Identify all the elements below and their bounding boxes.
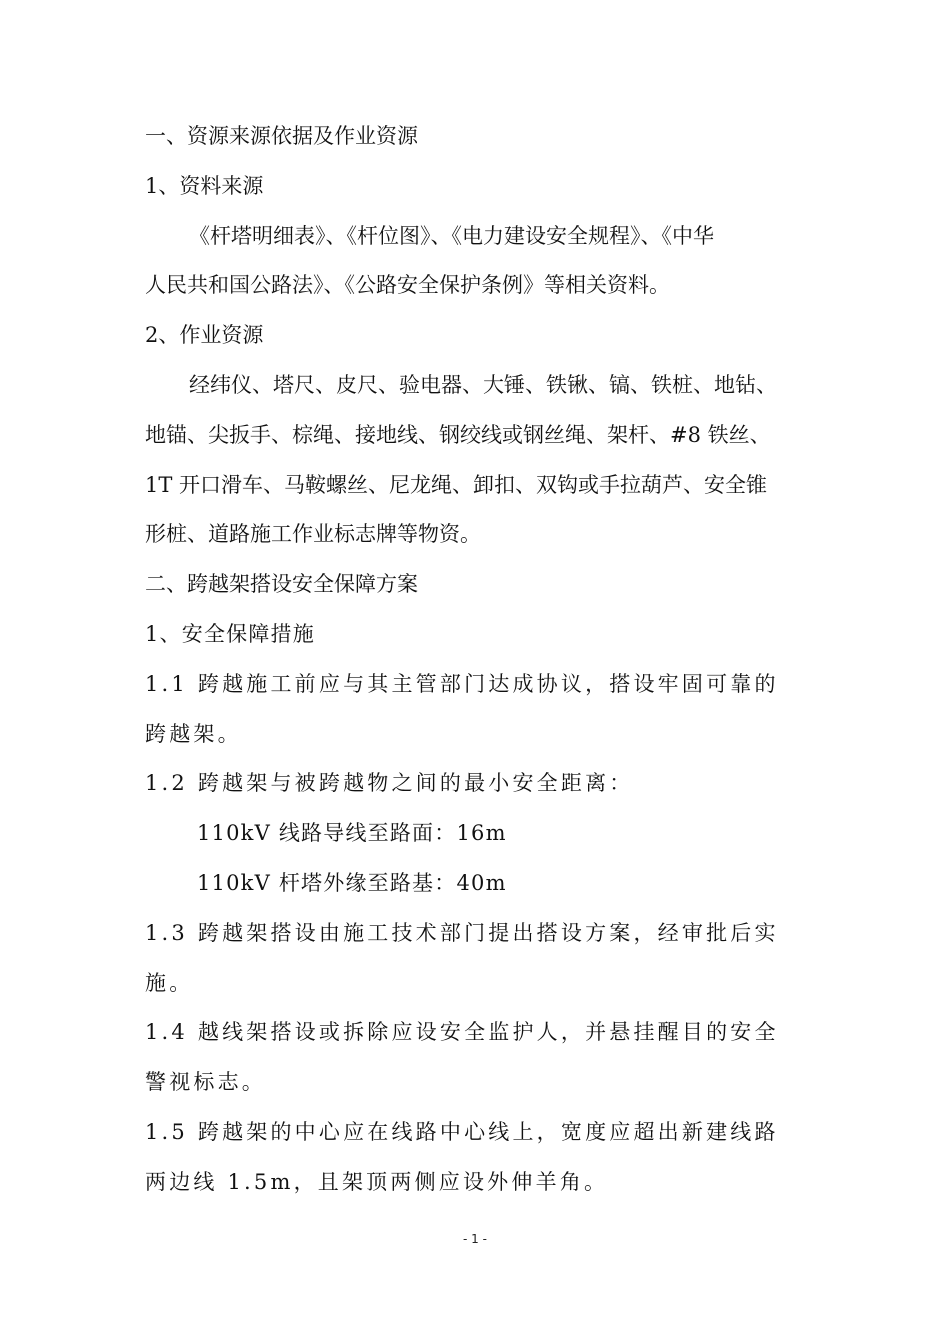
subsection-heading-1-2: 2、作业资源 [145,323,264,348]
clause-line: 1.4 越线架搭设或拆除应设安全监护人，并悬挂醒目的安全 [145,1020,779,1045]
distance-item: 110kV 线路导线至路面：16m [197,821,507,846]
clause-line: 跨越架。 [145,721,242,746]
page-number: - 1 - [463,1232,487,1246]
section-heading-1: 一、资源来源依据及作业资源 [145,124,418,148]
paragraph-line: 地锚、尖扳手、棕绳、接地线、钢绞线或钢丝绳、架杆、#8 铁丝、 [145,422,771,447]
paragraph-line: 形桩、道路施工作业标志牌等物资。 [145,522,481,547]
clause-line: 两边线 1.5m，且架顶两侧应设外伸羊角。 [145,1169,609,1194]
paragraph-line: 《杆塔明细表》、《杆位图》、《电力建设安全规程》、《中华 [189,223,714,248]
clause-line: 1.5 跨越架的中心应在线路中心线上，宽度应超出新建线路 [145,1119,779,1144]
section-heading-2: 二、跨越架搭设安全保障方案 [145,572,418,597]
document-body [145,112,810,1208]
paragraph-line: 1T 开口滑车、马鞍螺丝、尼龙绳、卸扣、双钩或手拉葫芦、安全锥 [145,472,768,497]
subsection-heading-1-1: 1、资料来源 [145,173,264,198]
clause-line: 1.3 跨越架搭设由施工技术部门提出搭设方案，经审批后实 [145,920,779,945]
distance-item: 110kV 杆塔外缘至路基：40m [197,870,507,895]
clause-line: 1.2 跨越架与被跨越物之间的最小安全距离： [145,771,634,796]
clause-line: 警视标志。 [145,1070,266,1095]
clause-line: 1.1 跨越施工前应与其主管部门达成协议，搭设牢固可靠的 [145,671,779,696]
clause-line: 施。 [145,970,194,995]
paragraph-line: 经纬仪、塔尺、皮尺、验电器、大锤、铁锹、镐、铁桩、地钻、 [189,372,777,397]
paragraph-line: 人民共和国公路法》、《公路安全保护条例》等相关资料。 [145,273,670,298]
subsection-heading-2-1: 1、安全保障措施 [145,621,315,646]
